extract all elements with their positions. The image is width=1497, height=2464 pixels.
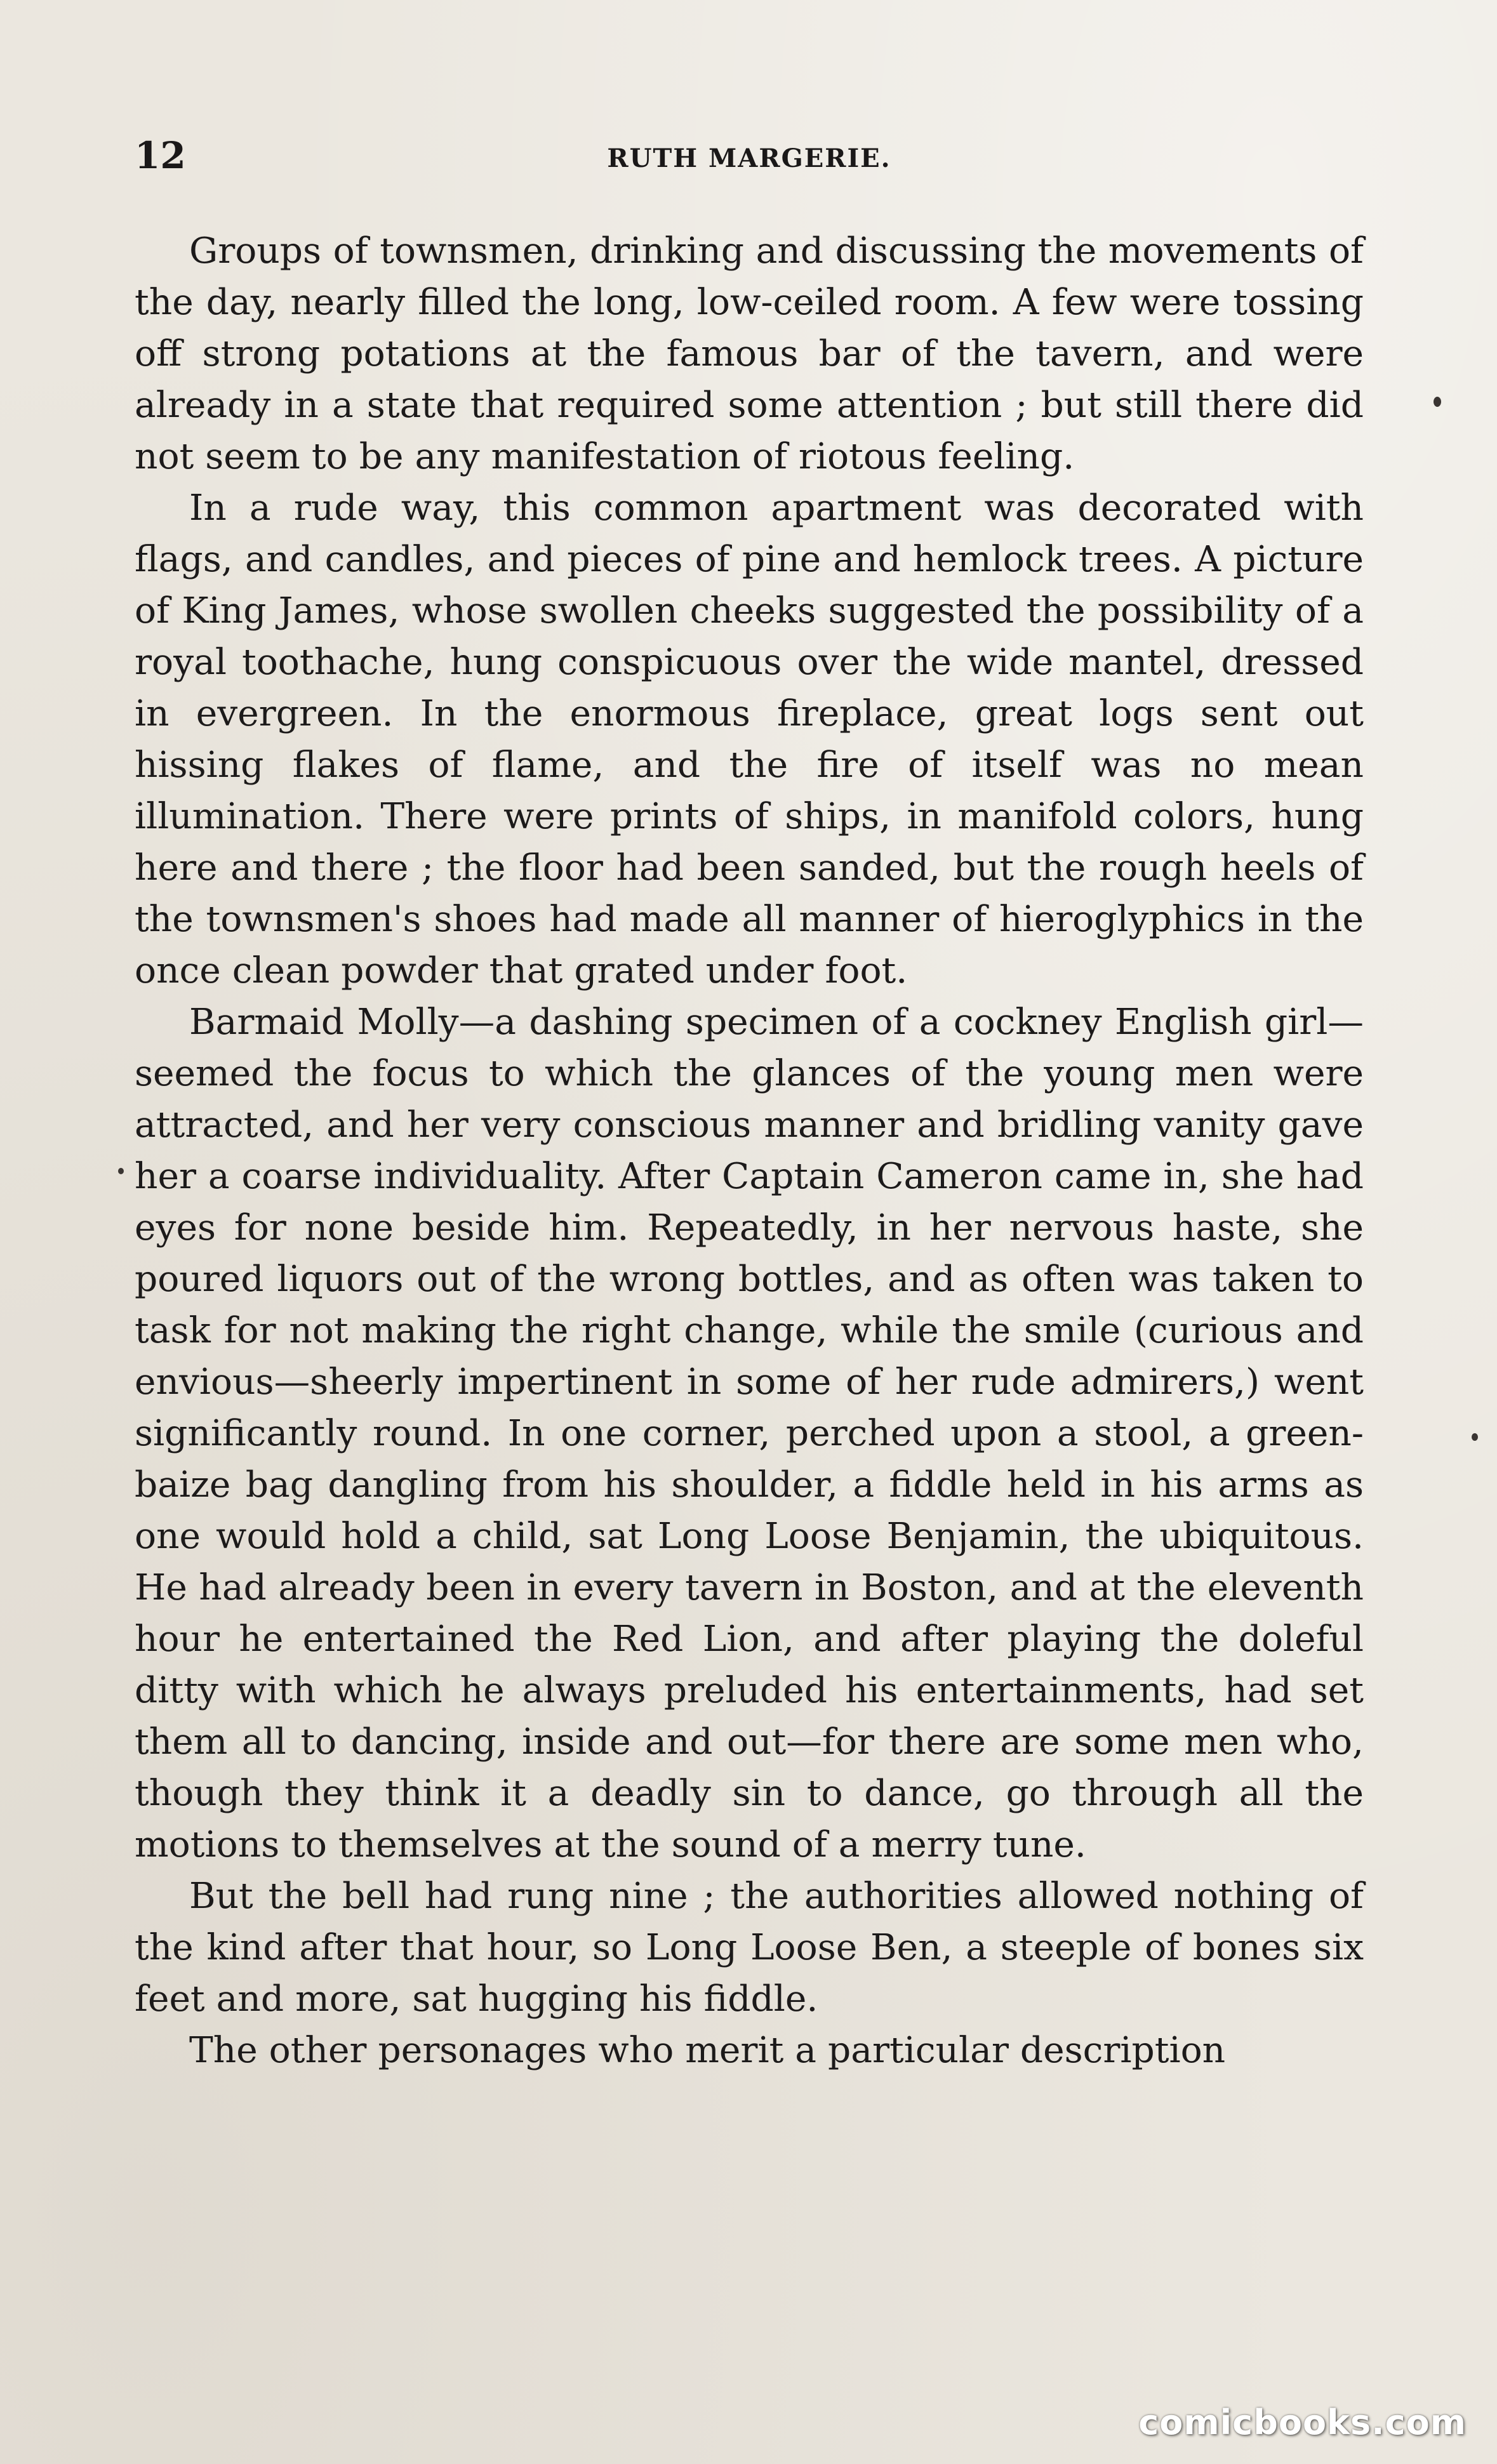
ink-speck: [118, 1168, 124, 1174]
paragraph: Barmaid Molly—a dashing specimen of a cockney English girl—seemed the focus to which the glances of the young men were attracted, and her very conscious manner and bridling vanity gave her a coarse individuality. After Captain Cameron came in, she had eyes for none beside him. Repeatedly, in her nervous haste, she poured liquors out of the wrong bottles, and as often was taken to task for not making the right change, while the smile (curious and envious—sheerly impertinent in some of her rude admirers,) went significantly round. In one corner, perched upon a stool, a green-baize bag dangling from his shoulder, a fiddle held in his arms as one would hold a child, sat Long Loose Benjamin, the ubiquitous. He had already been in every tavern in Boston, and at the eleventh hour he entertained the Red Lion, and after playing the doleful ditty with which he always preluded his entertainments, had set them all to dancing, inside and out—for there are some men who, though they think it a deadly sin to dance, go through all the motions to themselves at the sound of a merry tune.: [135, 1001, 1364, 1865]
ink-speck: [1472, 1433, 1478, 1441]
paragraph: In a rude way, this common apartment was decorated with flags, and candles, and pieces of pine and hemlock trees. A picture of King James, whose swollen cheeks suggested the possibility of a royal toothache, hung conspicuous over the wide mantel, dressed in evergreen. In the enormous fireplace, great logs sent out hissing flakes of flame, and the fire of itself was no mean illumination. There were prints of ships, in manifold colors, hung here and there ; the floor had been sanded, but the rough heels of the townsmen's shoes had made all manner of hieroglyphics in the once clean powder that grated under foot.: [135, 487, 1364, 991]
page-number: 12: [135, 134, 186, 177]
watermark: comicbooks.com: [1138, 2402, 1467, 2442]
body-text: [135, 225, 1364, 2076]
page-header: [135, 130, 1364, 187]
paragraph: The other personages who merit a particular description: [189, 2029, 1226, 2071]
running-head: RUTH MARGERIE.: [607, 143, 891, 173]
paragraph: But the bell had rung nine ; the authorities allowed nothing of the kind after that hour, so Long Loose Ben, a steeple of bones six feet and more, sat hugging his fiddle.: [135, 1875, 1364, 2020]
paragraph: Groups of townsmen, drinking and discussing the movements of the day, nearly filled the long, low-ceiled room. A few were tossing off strong potations at the famous bar of the tavern, and were already in a state that required some attention ; but still there did not seem to be any manifestation of riotous feeling.: [135, 230, 1364, 477]
ink-speck: [1434, 397, 1441, 407]
